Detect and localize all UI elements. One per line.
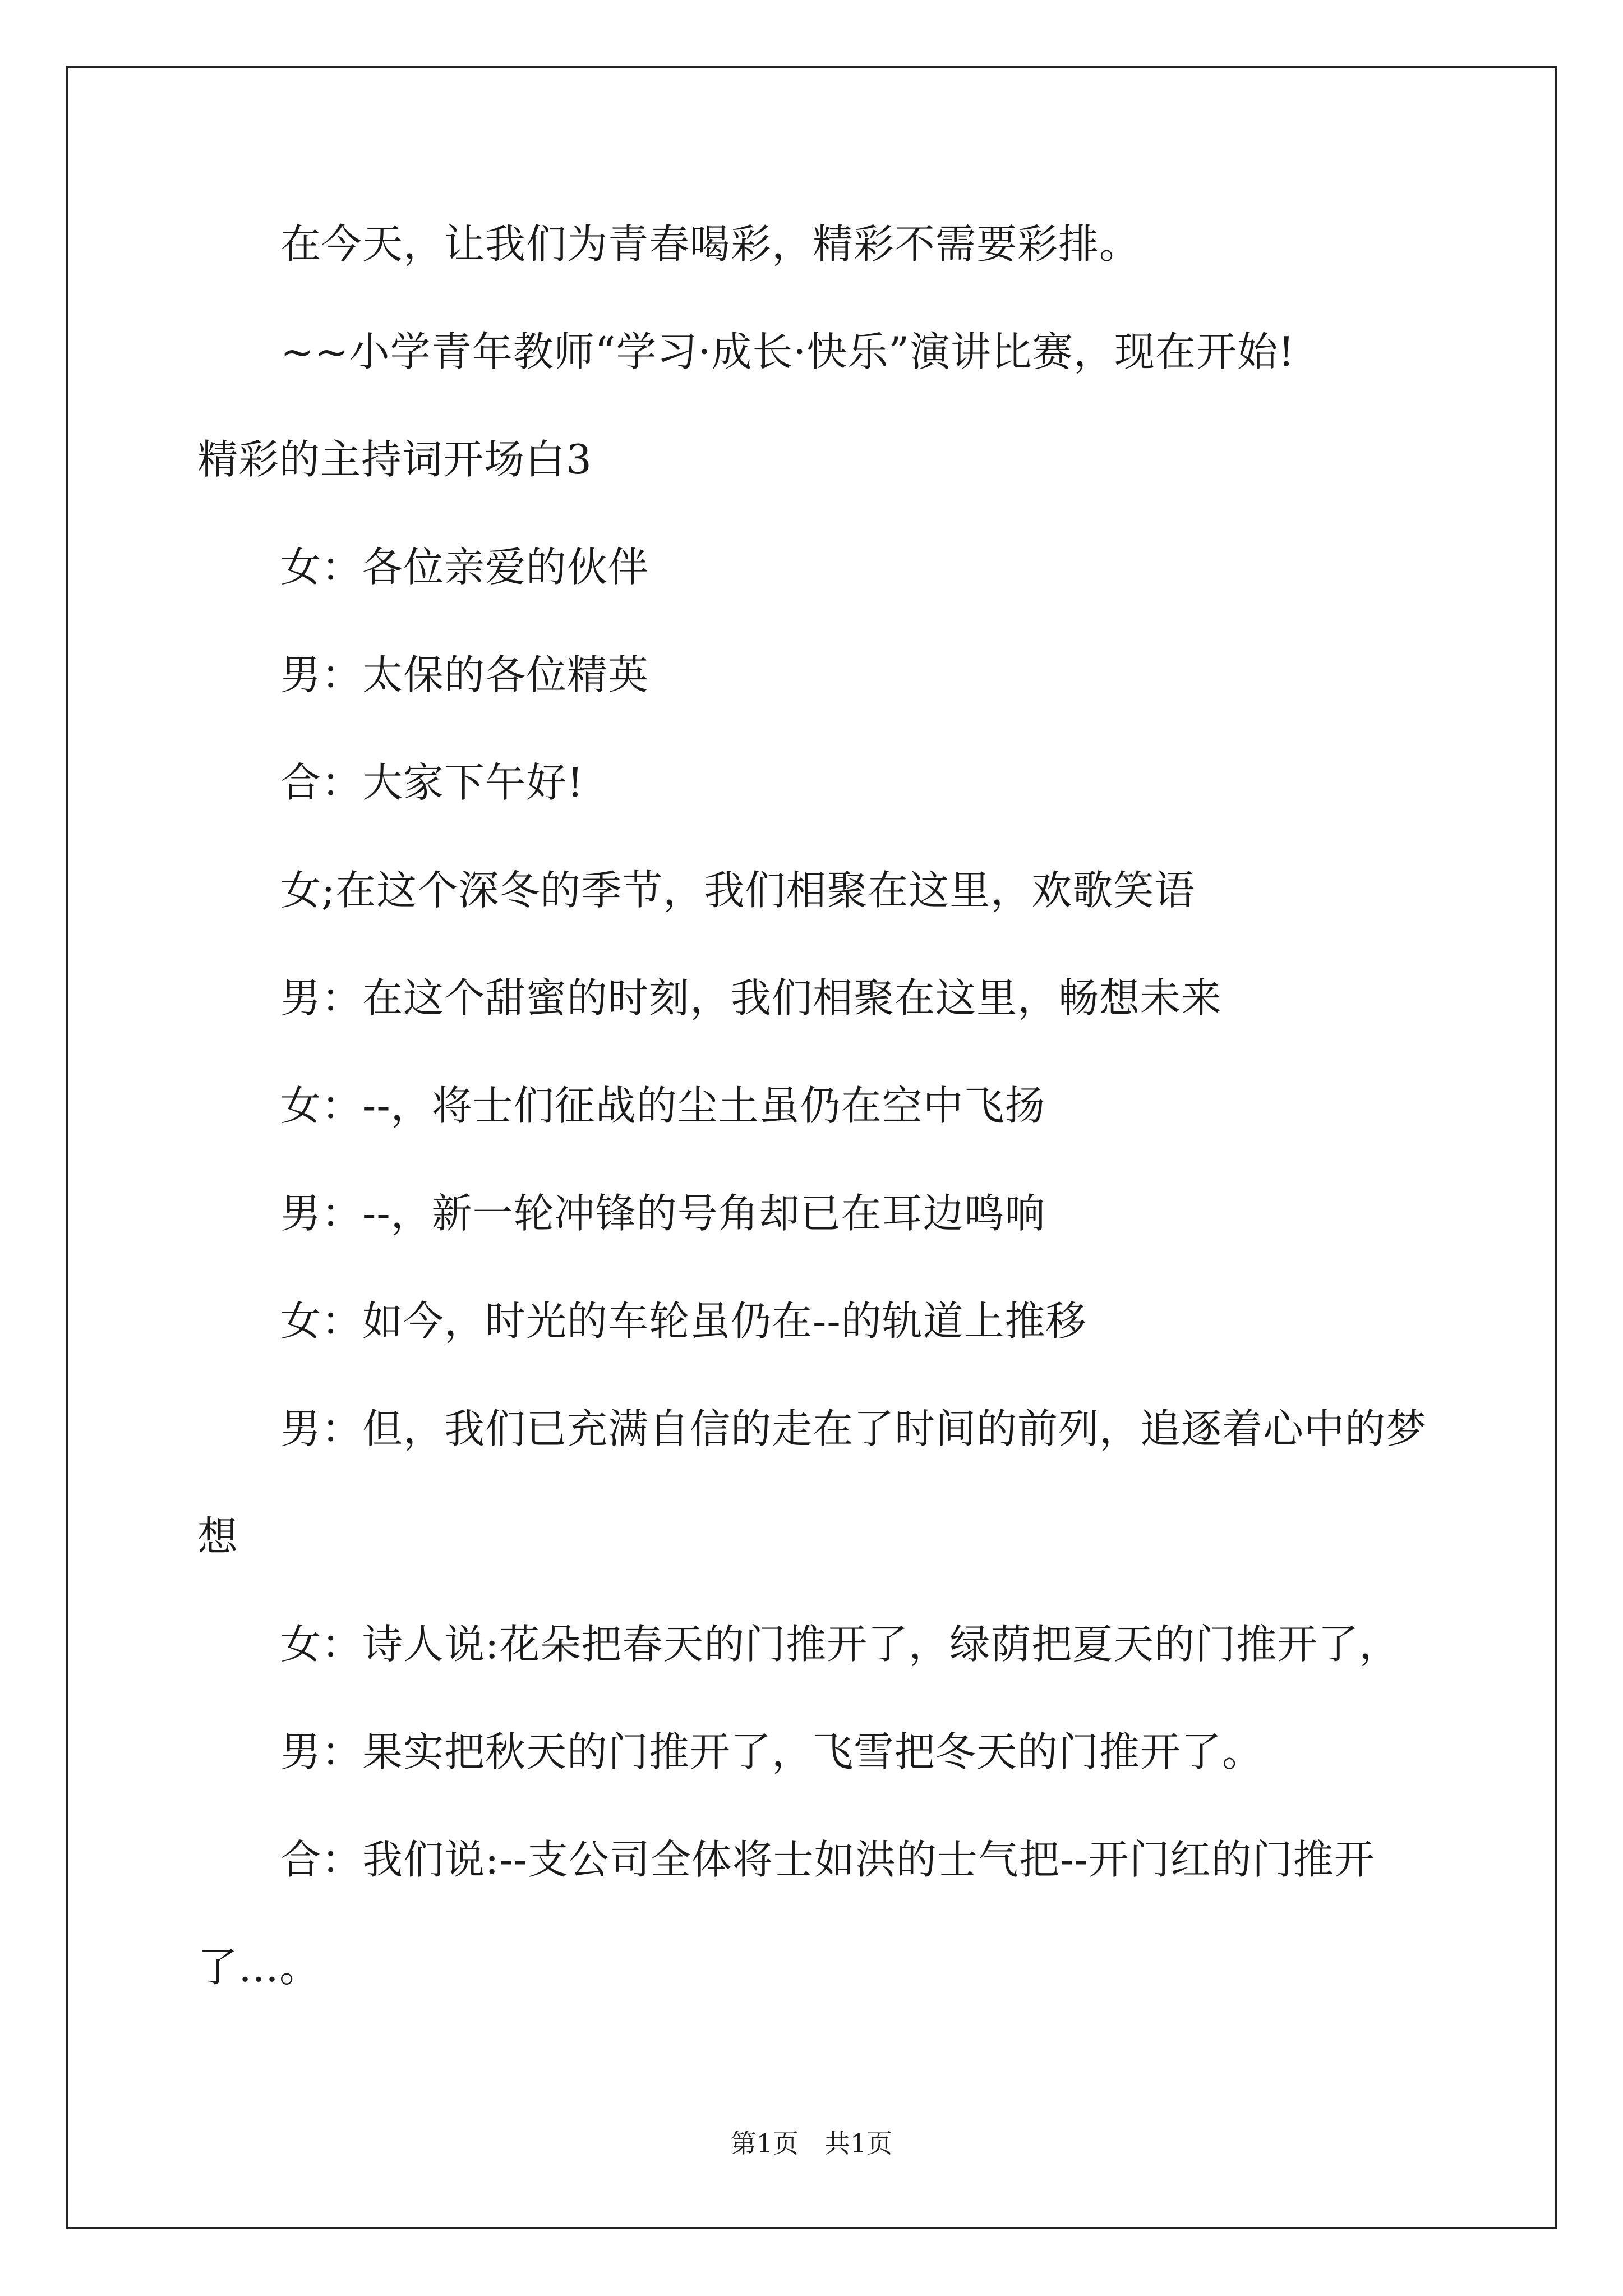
paragraph: 女：各位亲爱的伙伴: [280, 544, 649, 591]
paragraph: 女：诗人说:花朵把春天的门推开了，绿荫把夏天的门推开了，: [280, 1621, 1400, 1668]
page-number-footer: 第1页 共1页: [730, 2128, 893, 2159]
paragraph-continuation: 想: [197, 1513, 239, 1560]
paragraph: 女;在这个深冬的季节，我们相聚在这里，欢歌笑语: [280, 867, 1196, 914]
paragraph: 女：--，将士们征战的尘土虽仍在空中飞扬: [280, 1082, 1046, 1129]
section-heading: 精彩的主持词开场白3: [197, 436, 592, 483]
paragraph: 合：大家下午好!: [280, 759, 584, 806]
paragraph: 男：--，新一轮冲锋的号角却已在耳边鸣响: [280, 1190, 1046, 1237]
paragraph: 女：如今，时光的车轮虽仍在--的轨道上推移: [280, 1297, 1087, 1345]
paragraph: 男：但，我们已充满自信的走在了时间的前列，追逐着心中的梦: [280, 1405, 1427, 1452]
paragraph: 男：在这个甜蜜的时刻，我们相聚在这里，畅想未来: [280, 974, 1223, 1022]
paragraph: 在今天，让我们为青春喝彩，精彩不需要彩排。: [280, 220, 1141, 268]
paragraph: 男：果实把秋天的门推开了，飞雪把冬天的门推开了。: [280, 1728, 1264, 1775]
paragraph-continuation: 了…。: [197, 1944, 321, 1991]
paragraph: 男：太保的各位精英: [280, 651, 649, 698]
paragraph: 合：我们说:--支公司全体将士如洪的士气把--开门红的门推开: [280, 1836, 1375, 1883]
document-body: [197, 222, 1445, 2053]
paragraph: ~~小学青年教师“学习·成长·快乐”演讲比赛，现在开始!: [280, 328, 1295, 375]
